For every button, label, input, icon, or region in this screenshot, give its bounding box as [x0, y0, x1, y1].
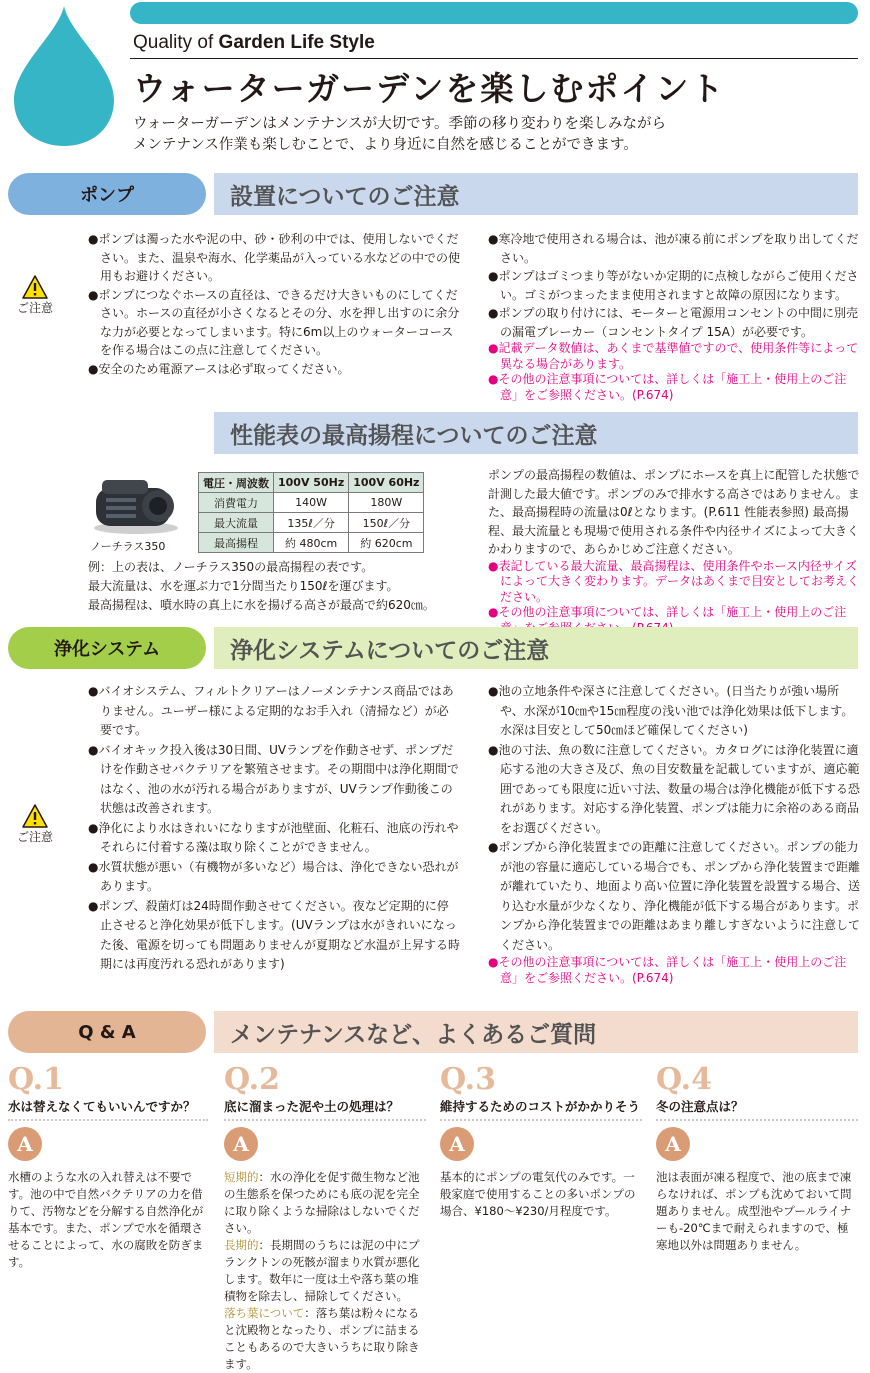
answer-icon: A: [656, 1127, 690, 1161]
pink-note: ●記載データ数値は、あくまで基準値ですので、使用条件等によって異なる場合があります。: [488, 341, 859, 371]
warning-notice: [10, 804, 60, 845]
question-number: Q.1: [8, 1062, 64, 1097]
divider: [440, 1119, 642, 1121]
intro-text: ウォーターガーデンはメンテナンスが大切です。季節の移り変わりを楽しみながら メンテナンス作業も楽しむことで、より身近に自然を感じることができます。: [133, 116, 667, 153]
qa-item-3: [440, 1062, 642, 1220]
section-band-qa: メンテナンスなど、よくあるご質問: [214, 1011, 858, 1053]
table-row: [199, 473, 424, 493]
list-item: ●池の立地条件や深さに注意してください。(日当たりが強い場所や、水深が10㎝や15㎝程度の浅い池では浄化効果は低下します。水深は目安として50㎝ほど確保してください): [488, 684, 854, 737]
list-item: ●ポンプ、殺菌灯は24時間作動させてください。夜など定期的に停止させると浄化効果が低下します。(UVランプは水がきれいになった後、電源を切っても問題ありませんが夏期など水温が上昇する時期には再度汚れる恐れがあります): [88, 898, 461, 971]
section-pill-purify: 浄化システム: [8, 627, 206, 669]
product-caption: ノーチラス350: [90, 540, 166, 553]
answer-text: 短期的：水の浄化を促す微生物など池の生態系を保つためにも底の泥を完全に取り除くような掃除はしないでください。 長期的：長期間のうちには泥の中にプランクトンの死骸が溜まり水質が悪化します。数年に一度は土や落ち葉の堆積物を除去し、掃除してください。 落ち葉について：落ち葉は粉々になると沈殿物となったり、ポンプに詰まることもあるので大きいうちに取り除きます。: [224, 1170, 420, 1371]
list-item: ●水質状態が悪い（有機物が多いなど）場合は、浄化できない恐れがあります。: [88, 859, 459, 893]
list-item: ●バイオシステム、フィルトクリアーはノーメンテナンス商品ではありません。ユーザー様による定期的なお手入れ（清掃など）が必要です。: [88, 684, 454, 737]
section-pill-qa: Q & A: [8, 1011, 206, 1053]
warning-notice: [10, 275, 60, 316]
warning-label: ご注意: [16, 830, 53, 844]
qa-item-4: [656, 1062, 858, 1254]
list-item: ●ポンプの取り付けには、モーターと電源用コンセントの中間に別売の漏電ブレーカー（コンセントタイプ 15A）が必要です。: [488, 306, 858, 339]
section-band-performance: 性能表の最高揚程についてのご注意: [214, 412, 858, 454]
table-header: 100V 50Hz: [274, 473, 349, 493]
spec-table: [198, 472, 424, 553]
brand-tagline: Quality of Garden Life Style: [133, 32, 375, 53]
pink-note: ●その他の注意事項については、詳しくは「施工上・使用上のご注意」をご参照ください。(P.674): [488, 955, 847, 985]
list-item: ●ポンプにつなぐホースの直径は、できるだけ大きいものにしてください。ホースの直径が小さくなるとその分、水を押し出すのに余分な力が必要となってしまいます。特に6m以上のウォーターコースを作る場合はこの点に注意してください。: [88, 287, 460, 357]
question-number: Q.3: [440, 1062, 496, 1097]
list-item: ●ポンプはゴミつまり等がないか定期的に点検しながらご使用ください。ゴミがつまったまま使用されますと故障の原因になります。: [488, 269, 859, 302]
table-cell: 140W: [274, 493, 349, 513]
list-item: ●ポンプから浄化装置までの距離に注意してください。ポンプの能力が池の容量に適応している場合でも、ポンプから浄化装置まで距離が離れていたり、地面より高い位置に浄化装置を設置する場合、送り込む水量が少なくなり、浄化機能が低下する場合があります。ポンプから浄化装置までの距離はあまり離しすぎないように注意してください。: [488, 840, 861, 952]
performance-notes-right: ポンプの最高揚程の数値は、ポンプにホースを真上に配管した状態で計測した最大値です。ポンプのみで排水する高さではありません。また、最高揚程時の流量は0ℓとなります。(P.611 性能表参照) 最高揚程、最大流量とも現場で使用される条件や内径サイズによって大きくかわりますので、あらかじめご注意ください。 ●表記している最大流量、最高揚程は、使用条件やホース内径サイズによって大きく変わります。データはあくまで目安としてお考えください。 ●その他の注意事項については、詳しくは「施工上・使用上のご注: [488, 466, 860, 636]
divider: [656, 1119, 858, 1121]
pink-note: ●表記している最大流量、最高揚程は、使用条件やホース内径サイズによって大きく変わります。データはあくまで目安としてお考えください。: [488, 558, 860, 604]
answer-icon: A: [440, 1127, 474, 1161]
answer-icon: A: [224, 1127, 258, 1161]
pink-note: ●その他の注意事項については、詳しくは「施工上・使用上のご注: [488, 605, 847, 619]
answer-text: 基本的にポンプの電気代のみです。一般家庭で使用することの多いポンプの場合、¥180～¥230/月程度です。: [440, 1170, 636, 1218]
table-cell: 最高揚程: [199, 533, 274, 553]
table-cell: 150ℓ／分: [349, 513, 424, 533]
list-item: ●浄化により水はきれいになりますが池壁面、化粧石、池底の汚れやそれらに付着する藻は取り除くことができません。: [88, 820, 459, 854]
table-header: 電圧・周波数: [199, 473, 274, 493]
pump-notes-left: [88, 230, 460, 378]
warning-label: ご注意: [16, 301, 53, 315]
water-drop-icon: [8, 4, 120, 146]
table-cell: 約 480cm: [274, 533, 349, 553]
table-cell: 消費電力: [199, 493, 274, 513]
pump-product-image: [88, 470, 184, 536]
table-row: [199, 533, 424, 553]
warning-icon: [22, 275, 48, 299]
list-item: ●寒冷地で使用される場合は、池が凍る前にポンプを取り出してください。: [488, 232, 859, 265]
header-accent-bar: [130, 2, 858, 24]
answer-text: 池は表面が凍る程度で、池の底まで凍らなければ、ポンプも沈めておいて問題ありません。成型池やプールライナーも-20℃まで耐えられますので、極寒地以外は問題ありません。: [656, 1170, 852, 1252]
page-title: ウォーターガーデンを楽しむポイント: [133, 69, 726, 108]
question-number: Q.4: [656, 1062, 712, 1097]
qa-item-2: [224, 1062, 426, 1373]
table-cell: 最大流量: [199, 513, 274, 533]
question-text: 維持するためのコストがかかりそう: [440, 1099, 641, 1114]
answer-icon: A: [8, 1127, 42, 1161]
table-header: 100V 60Hz: [349, 473, 424, 493]
question-text: 水は替えなくてもいいんですか？: [8, 1099, 196, 1114]
question-text: 底に溜まった泥や土の処理は？: [224, 1099, 400, 1114]
divider: [224, 1119, 426, 1121]
list-item: ●安全のため電源アースは必ず取ってください。: [88, 361, 350, 376]
table-cell: 180W: [349, 493, 424, 513]
performance-example: 例：上の表は、ノーチラス350の最高揚程の表です。 最大流量は、水を運ぶ力で1分間当たり150ℓを運びます。 最高揚程は、噴水時の真上に水を揚げる高さが最高で約620㎝。: [88, 560, 435, 612]
list-item: ●池の寸法、魚の数に注意してください。カタログには浄化装置に適応する池の大きさ及び、魚の目安数量を記載していますが、適応範囲であっても限度に近い寸法、数量の場合は浄化機能が低下する恐れがあります。対応する浄化装置、ポンプは能力に余裕のある商品をお選びください。: [488, 742, 860, 835]
qa-item-1: [8, 1062, 208, 1271]
answer-text: 水槽のような水の入れ替えは不要です。池の中で自然バクテリアの力を借りて、汚物などを分解する自然浄化が基本です。また、ポンプで水を循環させることによって、水の腐敗を防ぎます。: [8, 1170, 204, 1269]
question-text: 冬の注意点は？: [656, 1099, 744, 1114]
section-pill-pump: ポンプ: [8, 173, 206, 215]
divider: [130, 58, 858, 59]
list-item: ●ポンプは濁った水や泥の中、砂・砂利の中では、使用しないでください。また、温泉や海水、化学薬品が入っている水などの中での使用もお避けください。: [88, 232, 461, 283]
question-number: Q.2: [224, 1062, 280, 1097]
section-band-purify: 浄化システムについてのご注意: [214, 627, 858, 669]
table-row: [199, 493, 424, 513]
pump-notes-right: [488, 230, 860, 403]
pink-note: ●その他の注意事項については、詳しくは「施工上・使用上のご注意」をご参照ください。(P.674): [488, 372, 847, 402]
divider: [8, 1119, 208, 1121]
warning-icon: [22, 804, 48, 828]
table-row: [199, 513, 424, 533]
purify-notes-right: [488, 682, 860, 986]
table-cell: 約 620cm: [349, 533, 424, 553]
list-item: ●バイオキック投入後は30日間、UVランプを作動させず、ポンプだけを作動させバクテリアを繁殖させます。その期間中は浄化期間ではなく、池の水が汚れる場合がありますが、UVランプ作動後この状態は改善されます。: [88, 742, 460, 815]
purify-notes-left: [88, 682, 460, 975]
section-band-pump: 設置についてのご注意: [214, 173, 858, 215]
table-cell: 135ℓ／分: [274, 513, 349, 533]
